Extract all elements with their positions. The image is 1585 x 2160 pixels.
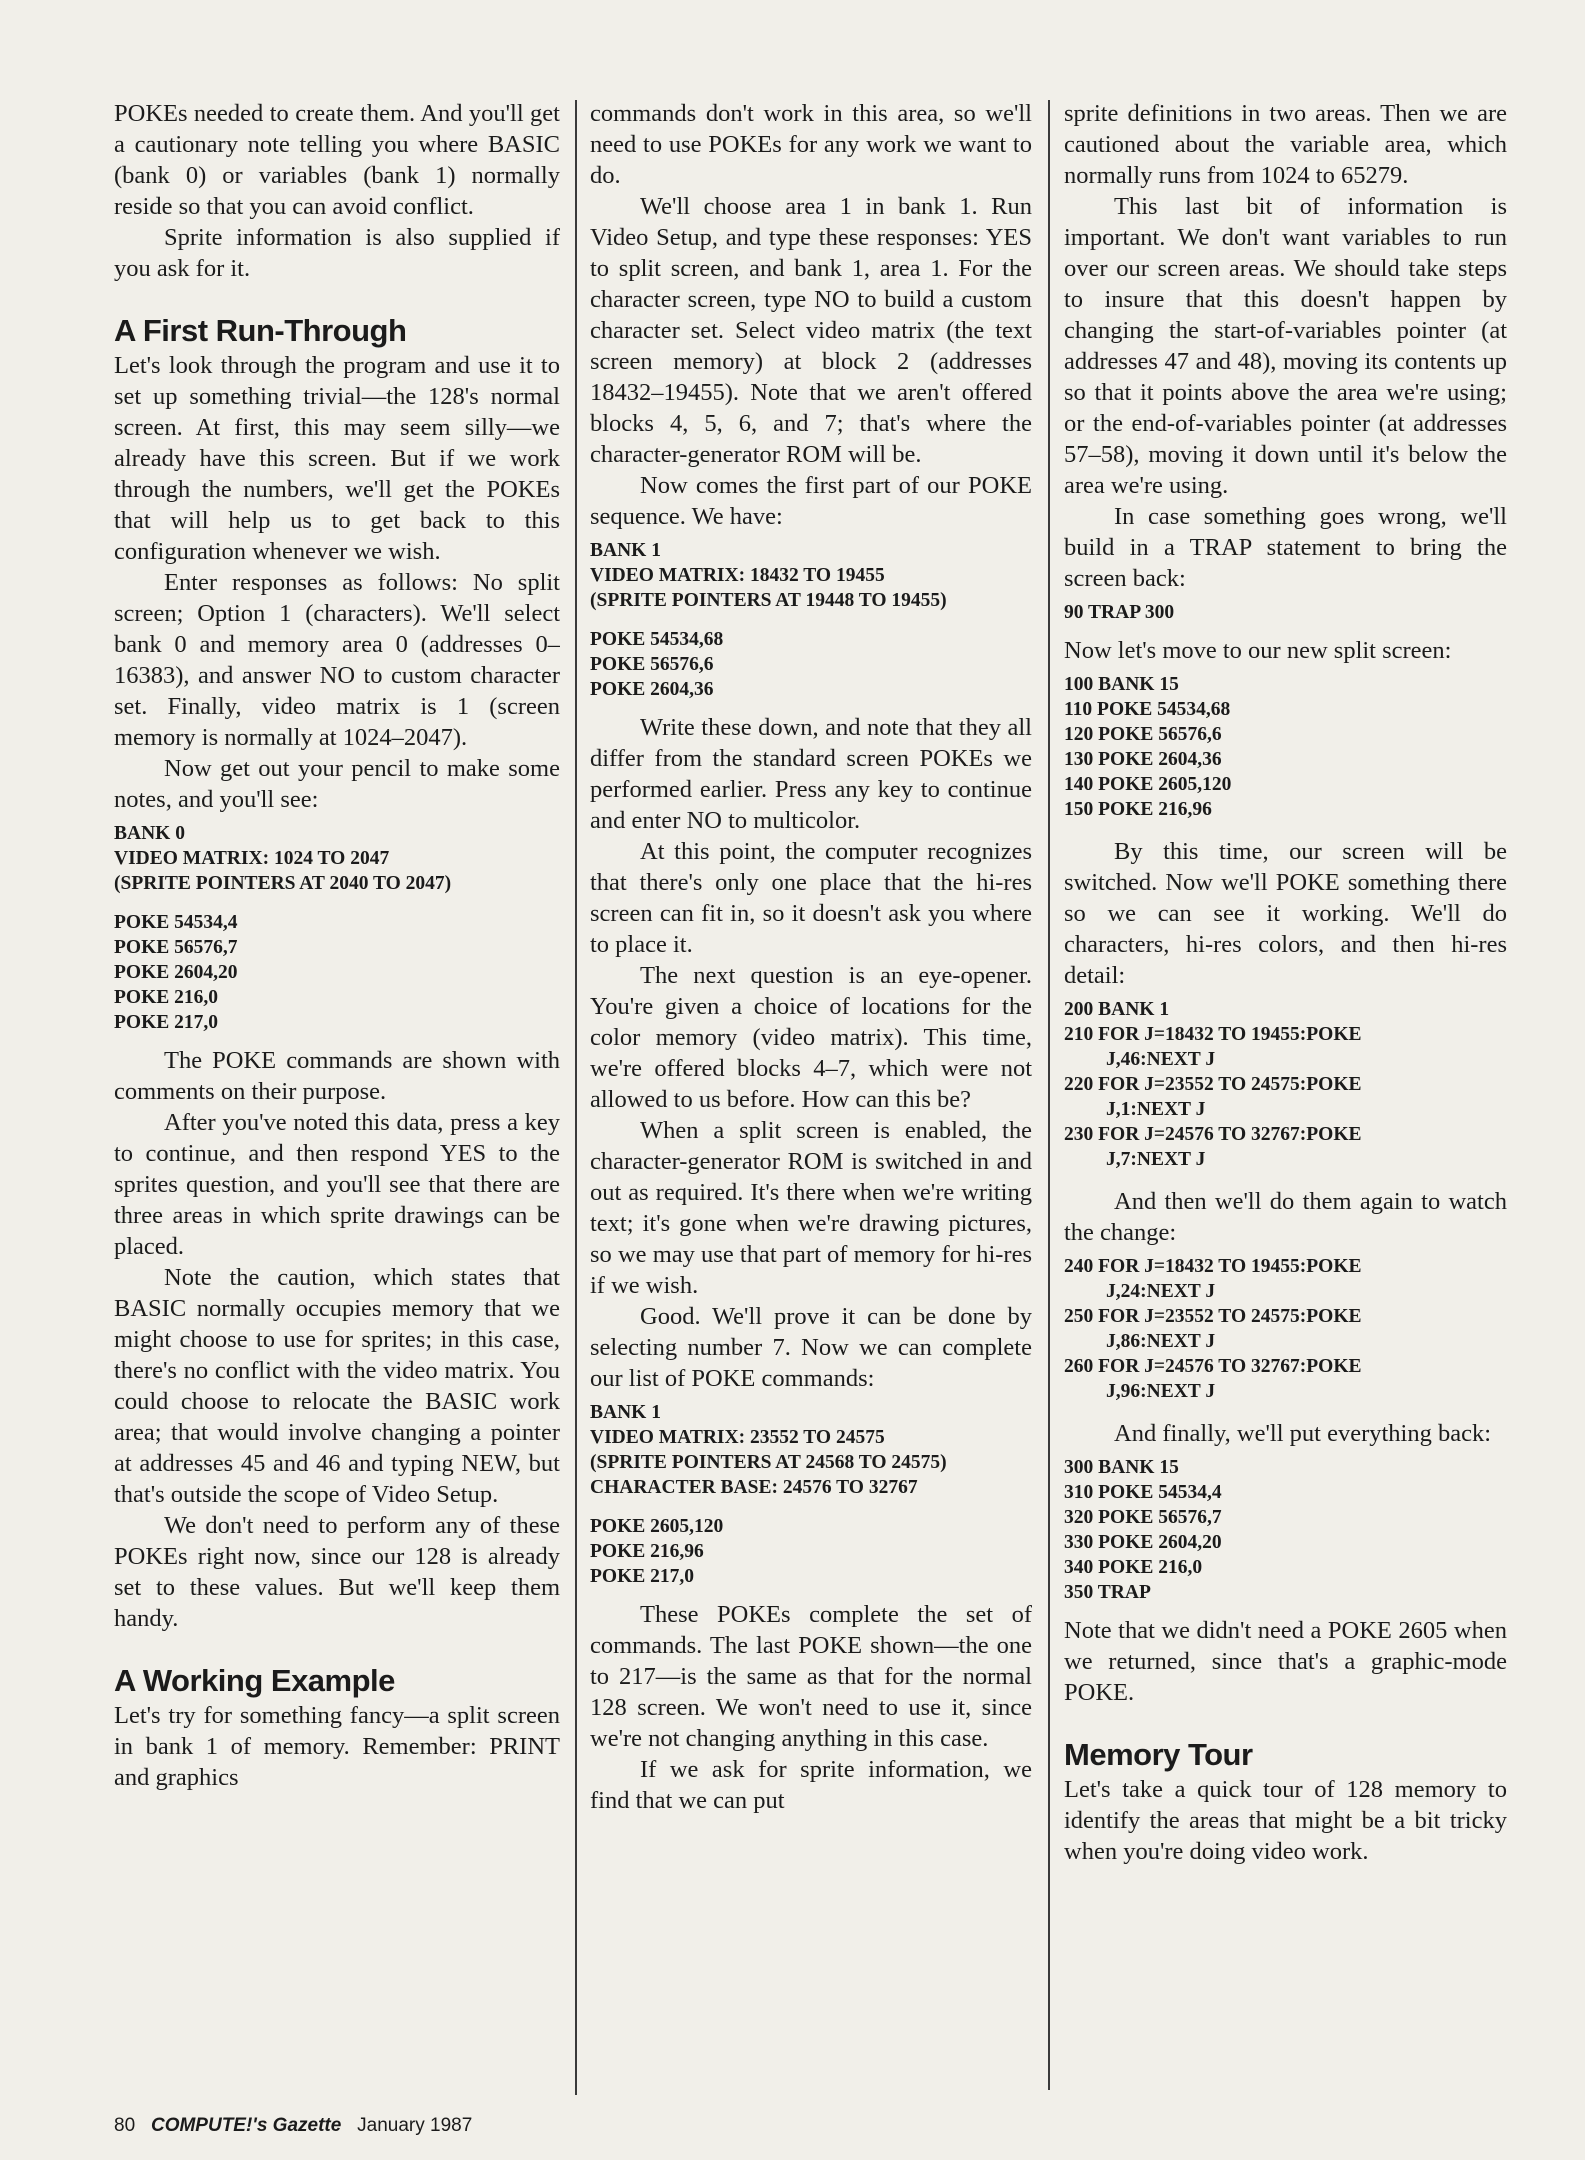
paragraph: And then we'll do them again to watch the change: (1064, 1188, 1507, 1246)
column-3 (1064, 98, 1507, 2033)
paragraph: Note the caution, which states that BASIC normally occupies memory that we might choose to use for sprites; in this case, there's no conflict with the video matrix. You could choose to relocate the BASIC work area; that would involve changing a pointer at addresses 45 and 46 and typing NEW, but that's outside the scope of Video Setup. (114, 1264, 560, 1508)
code-line: CHARACTER BASE: 24576 TO 32767 (590, 1477, 918, 1498)
code-listing (1064, 600, 1507, 625)
paragraph: Now get out your pencil to make some notes, and you'll see: (114, 755, 560, 813)
paragraph: Sprite information is also supplied if you ask for it. (114, 224, 560, 282)
code-line: POKE 2604,36 (590, 679, 714, 700)
column-rule-1 (575, 100, 577, 2095)
code-listing (1064, 672, 1507, 822)
section-heading-memory-tour: Memory Tour (1064, 1737, 1253, 1772)
code-line: POKE 54534,68 (590, 629, 724, 650)
code-line: POKE 54534,4 (114, 912, 238, 933)
code-line: 220 FOR J=23552 TO 24575:POKE (1064, 1074, 1362, 1095)
column-2 (590, 98, 1032, 2033)
code-line: BANK 0 (114, 823, 185, 844)
code-line-continued: J,1:NEXT J (1106, 1099, 1206, 1120)
paragraph: Enter responses as follows: No split screen; Option 1 (characters). We'll select bank 0 and memory area 0 (addresses 0–16383), and answer NO to custom character set. Finally, video matrix is 1 (screen memory is normally at 1024–2047). (114, 569, 560, 751)
code-line: 320 POKE 56576,7 (1064, 1507, 1222, 1528)
code-line: 260 FOR J=24576 TO 32767:POKE (1064, 1356, 1362, 1377)
code-line-continued: J,96:NEXT J (1106, 1381, 1216, 1402)
code-line: 250 FOR J=23552 TO 24575:POKE (1064, 1306, 1362, 1327)
code-line: POKE 56576,6 (590, 654, 714, 675)
code-listing (590, 1400, 1032, 1500)
paragraph: Let's take a quick tour of 128 memory to identify the areas that might be a bit tricky when you're doing video work. (1064, 1776, 1507, 1865)
code-line: 350 TRAP (1064, 1582, 1151, 1603)
code-line: POKE 56576,7 (114, 937, 238, 958)
paragraph: When a split screen is enabled, the character-generator ROM is switched in and out as required. It's there when we're writing text; it's gone when we're drawing pictures, so we may use that part of memory for hi-res if we wish. (590, 1117, 1032, 1299)
code-line: (SPRITE POINTERS AT 19448 TO 19455) (590, 590, 947, 611)
paragraph: By this time, our screen will be switched. Now we'll POKE something there so we can see it working. We'll do characters, hi-res colors, and then hi-res detail: (1064, 838, 1507, 989)
code-line: 340 POKE 216,0 (1064, 1557, 1203, 1578)
paragraph: Write these down, and note that they all differ from the standard screen POKEs we performed earlier. Press any key to continue and enter NO to multicolor. (590, 714, 1032, 834)
code-line: 150 POKE 216,96 (1064, 799, 1212, 820)
code-line-continued: J,7:NEXT J (1106, 1149, 1206, 1170)
code-line: POKE 2605,120 (590, 1516, 724, 1537)
code-line: POKE 2604,20 (114, 962, 238, 983)
code-line: POKE 217,0 (114, 1012, 219, 1033)
code-line: 240 FOR J=18432 TO 19455:POKE (1064, 1256, 1362, 1277)
code-line: POKE 217,0 (590, 1566, 695, 1587)
code-line: VIDEO MATRIX: 18432 TO 19455 (590, 565, 885, 586)
paragraph: Note that we didn't need a POKE 2605 when we returned, since that's a graphic-mode POKE. (1064, 1617, 1507, 1706)
paragraph: commands don't work in this area, so we'll need to use POKEs for any work we want to do. (590, 100, 1032, 189)
code-line: POKE 216,0 (114, 987, 219, 1008)
paragraph: The next question is an eye-opener. You're given a choice of locations for the color memory (video matrix). This time, we're offered blocks 4–7, which were not allowed to us before. How can this be? (590, 962, 1032, 1113)
paragraph: And finally, we'll put everything back: (1114, 1420, 1492, 1447)
code-line: 140 POKE 2605,120 (1064, 774, 1232, 795)
code-line: 130 POKE 2604,36 (1064, 749, 1222, 770)
code-line: 200 BANK 1 (1064, 999, 1170, 1020)
code-listing (1064, 1455, 1507, 1605)
paragraph: Now let's move to our new split screen: (1064, 637, 1452, 664)
column-rule-2 (1048, 100, 1050, 2090)
code-line: 100 BANK 15 (1064, 674, 1179, 695)
paragraph: Now comes the first part of our POKE sequence. We have: (590, 472, 1032, 530)
code-line: BANK 1 (590, 1402, 661, 1423)
paragraph: We'll choose area 1 in bank 1. Run Video Setup, and type these responses: YES to split screen, and bank 1, area 1. For the character screen, type NO to build a custom character set. Select video matrix (the text screen memory) at block 2 (addresses 18432–19455). Note that we aren't offered blocks 4, 5, 6, and 7; that's where the character-generator ROM will be. (590, 193, 1032, 468)
paragraph: Let's look through the program and use it to set up something trivial—the 128's normal screen. At first, this may seem silly—we already have this screen. But if we work through the numbers, we'll get the POKEs that will help us to get back to this configuration whenever we wish. (114, 352, 560, 565)
code-line-continued: J,86:NEXT J (1106, 1331, 1216, 1352)
paragraph: In case something goes wrong, we'll build in a TRAP statement to bring the screen back: (1064, 503, 1507, 592)
paragraph: sprite definitions in two areas. Then we are cautioned about the variable area, which normally runs from 1024 to 65279. (1064, 100, 1507, 189)
code-line-continued: J,46:NEXT J (1106, 1049, 1216, 1070)
code-line: 330 POKE 2604,20 (1064, 1532, 1222, 1553)
code-line: 110 POKE 54534,68 (1064, 699, 1231, 720)
code-line: 90 TRAP 300 (1064, 602, 1175, 623)
paragraph: Let's try for something fancy—a split screen in bank 1 of memory. Remember: PRINT and graphics (114, 1702, 560, 1791)
section-heading-working-example: A Working Example (114, 1663, 395, 1698)
paragraph: This last bit of information is important. We don't want variables to run over our screen areas. We should take steps to insure that this doesn't happen by changing the start-of-variables pointer (at addresses 47 and 48), moving its contents up so that it points above the area we're using; or the end-of-variables pointer (at addresses 57–58), moving it down until it's below the area we're using. (1064, 193, 1507, 499)
code-line: (SPRITE POINTERS AT 2040 TO 2047) (114, 873, 452, 894)
code-line: VIDEO MATRIX: 1024 TO 2047 (114, 848, 390, 869)
code-line: BANK 1 (590, 540, 661, 561)
code-line: 230 FOR J=24576 TO 32767:POKE (1064, 1124, 1362, 1145)
code-line: POKE 216,96 (590, 1541, 704, 1562)
page-number: 80 (114, 2115, 136, 2136)
publication-name: COMPUTE!'s Gazette (150, 2115, 342, 2136)
paragraph: At this point, the computer recognizes that there's only one place that the hi-res screen can fit in, so it doesn't ask you where to place it. (590, 838, 1032, 958)
paragraph: These POKEs complete the set of commands. The last POKE shown—the one to 217—is the same as that for the normal 128 screen. We won't need to use it, since we're not changing anything in this case. (590, 1601, 1032, 1752)
code-line: 120 POKE 56576,6 (1064, 724, 1222, 745)
code-line: 210 FOR J=18432 TO 19455:POKE (1064, 1024, 1362, 1045)
section-heading-first-run-through: A First Run-Through (114, 313, 407, 348)
code-listing (114, 910, 560, 1035)
paragraph: We don't need to perform any of these POKEs right now, since our 128 is already set to these values. But we'll keep them handy. (114, 1512, 560, 1632)
code-listing (590, 627, 1032, 702)
code-line: (SPRITE POINTERS AT 24568 TO 24575) (590, 1452, 947, 1473)
paragraph: POKEs needed to create them. And you'll get a cautionary note telling you where BASIC (bank 0) or variables (bank 1) normally reside so that you can avoid conflict. (114, 100, 560, 220)
code-listing (1064, 1254, 1507, 1404)
issue-date: January 1987 (357, 2115, 473, 2136)
paragraph: If we ask for sprite information, we find that we can put (590, 1756, 1032, 1814)
paragraph: The POKE commands are shown with comments on their purpose. (114, 1047, 560, 1105)
code-line: VIDEO MATRIX: 23552 TO 24575 (590, 1427, 885, 1448)
paragraph: Good. We'll prove it can be done by selecting number 7. Now we can complete our list of POKE commands: (590, 1303, 1032, 1392)
paragraph: After you've noted this data, press a key to continue, and then respond YES to the sprites question, and you'll see that there are three areas in which sprite drawings can be placed. (114, 1109, 560, 1260)
code-listing (114, 821, 560, 896)
code-listing (1064, 997, 1507, 1172)
column-1 (114, 98, 560, 2033)
code-line: 310 POKE 54534,4 (1064, 1482, 1222, 1503)
page-footer (114, 2115, 472, 2137)
code-listing (590, 538, 1032, 613)
code-listing (590, 1514, 1032, 1589)
code-line-continued: J,24:NEXT J (1106, 1281, 1216, 1302)
code-line: 300 BANK 15 (1064, 1457, 1179, 1478)
